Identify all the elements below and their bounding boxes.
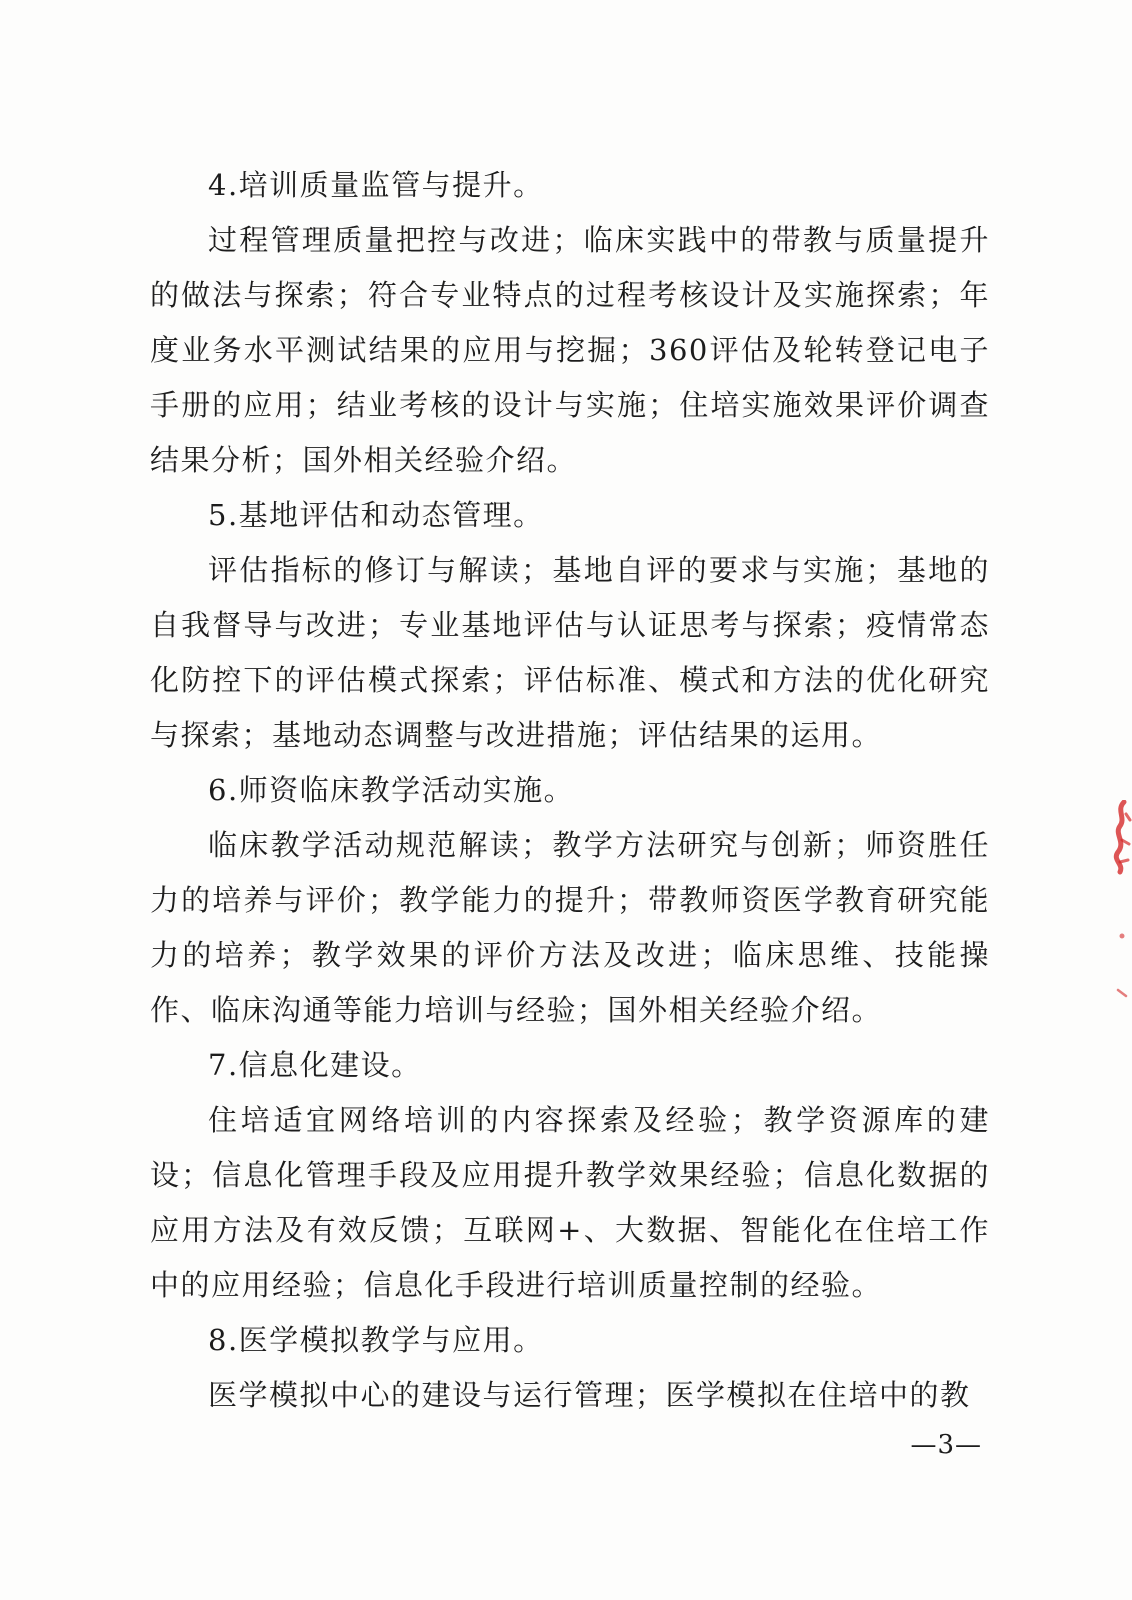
paragraph-quality-supervision: 过程管理质量把控与改进；临床实践中的带教与质量提升的做法与探索；符合专业特点的过程考核设计及实施探索；年度业务水平测试结果的应用与挖掘；360评估及轮转登记电子手册的应用；结业考核的设计与实施；住培实施效果评价调查结果分析；国外相关经验介绍。: [150, 223, 990, 477]
page-number: —3—: [910, 1430, 982, 1460]
document-body: [150, 158, 990, 1423]
section-heading-8: 8.医学模拟教学与应用。: [208, 1323, 544, 1357]
section-heading-4: 4.培训质量监管与提升。: [208, 168, 544, 202]
section-heading-7: 7.信息化建设。: [208, 1048, 422, 1082]
paragraph-teacher-activities: 临床教学活动规范解读；教学方法研究与创新；师资胜任力的培养与评价；教学能力的提升；带教师资医学教育研究能力的培养；教学效果的评价方法及改进；临床思维、技能操作、临床沟通等能力培训与经验；国外相关经验介绍。: [150, 828, 990, 1027]
paragraph-informatization: 住培适宜网络培训的内容探索及经验；教学资源库的建设；信息化管理手段及应用提升教学效果经验；信息化数据的应用方法及有效反馈；互联网+、大数据、智能化在住培工作中的应用经验；信息化手段进行培训质量控制的经验。: [150, 1103, 990, 1302]
paragraph-base-evaluation: 评估指标的修订与解读；基地自评的要求与实施；基地的自我督导与改进；专业基地评估与认证思考与探索；疫情常态化防控下的评估模式探索；评估标准、模式和方法的优化研究与探索；基地动态调整与改进措施；评估结果的运用。: [150, 553, 990, 752]
section-heading-5: 5.基地评估和动态管理。: [208, 498, 544, 532]
paragraph-simulation-teaching: 医学模拟中心的建设与运行管理；医学模拟在住培中的教: [208, 1378, 971, 1412]
section-heading-6: 6.师资临床教学活动实施。: [208, 773, 575, 807]
seal-edge-mark: [1096, 800, 1132, 1020]
